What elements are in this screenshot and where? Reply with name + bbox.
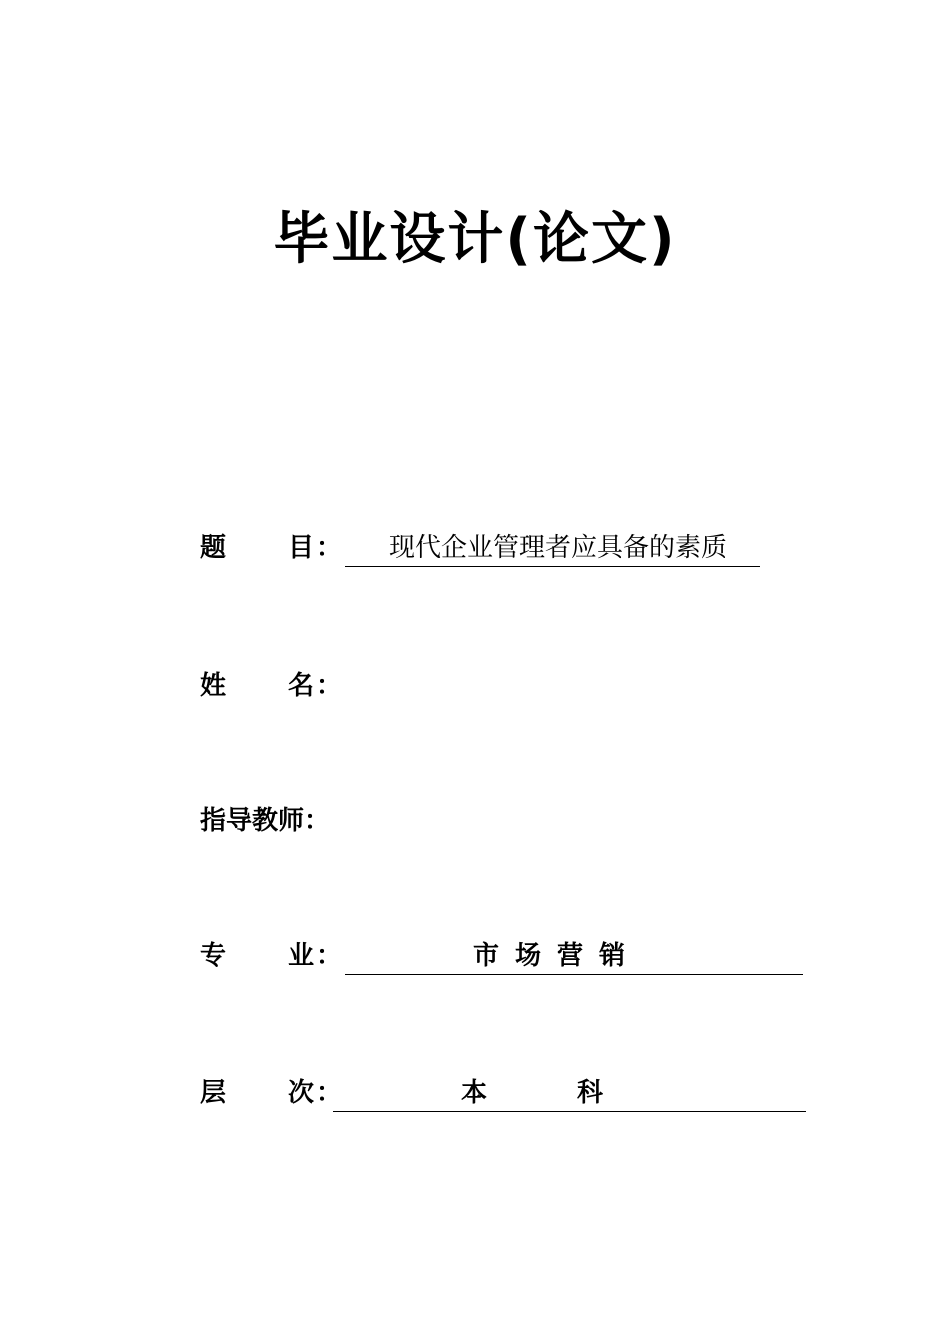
level-value-2: 科 xyxy=(577,1078,604,1108)
level-value-1: 本 xyxy=(461,1078,488,1108)
major-value: 市场营销 xyxy=(473,941,642,971)
level-field[interactable] xyxy=(333,1075,806,1112)
topic-value: 现代企业管理者应具备的素质 xyxy=(389,533,728,563)
advisor-label: 指导教师： xyxy=(200,806,331,836)
topic-field[interactable] xyxy=(345,530,760,567)
thesis-title: 毕业设计(论文) xyxy=(273,207,677,272)
major-field[interactable] xyxy=(345,938,803,975)
